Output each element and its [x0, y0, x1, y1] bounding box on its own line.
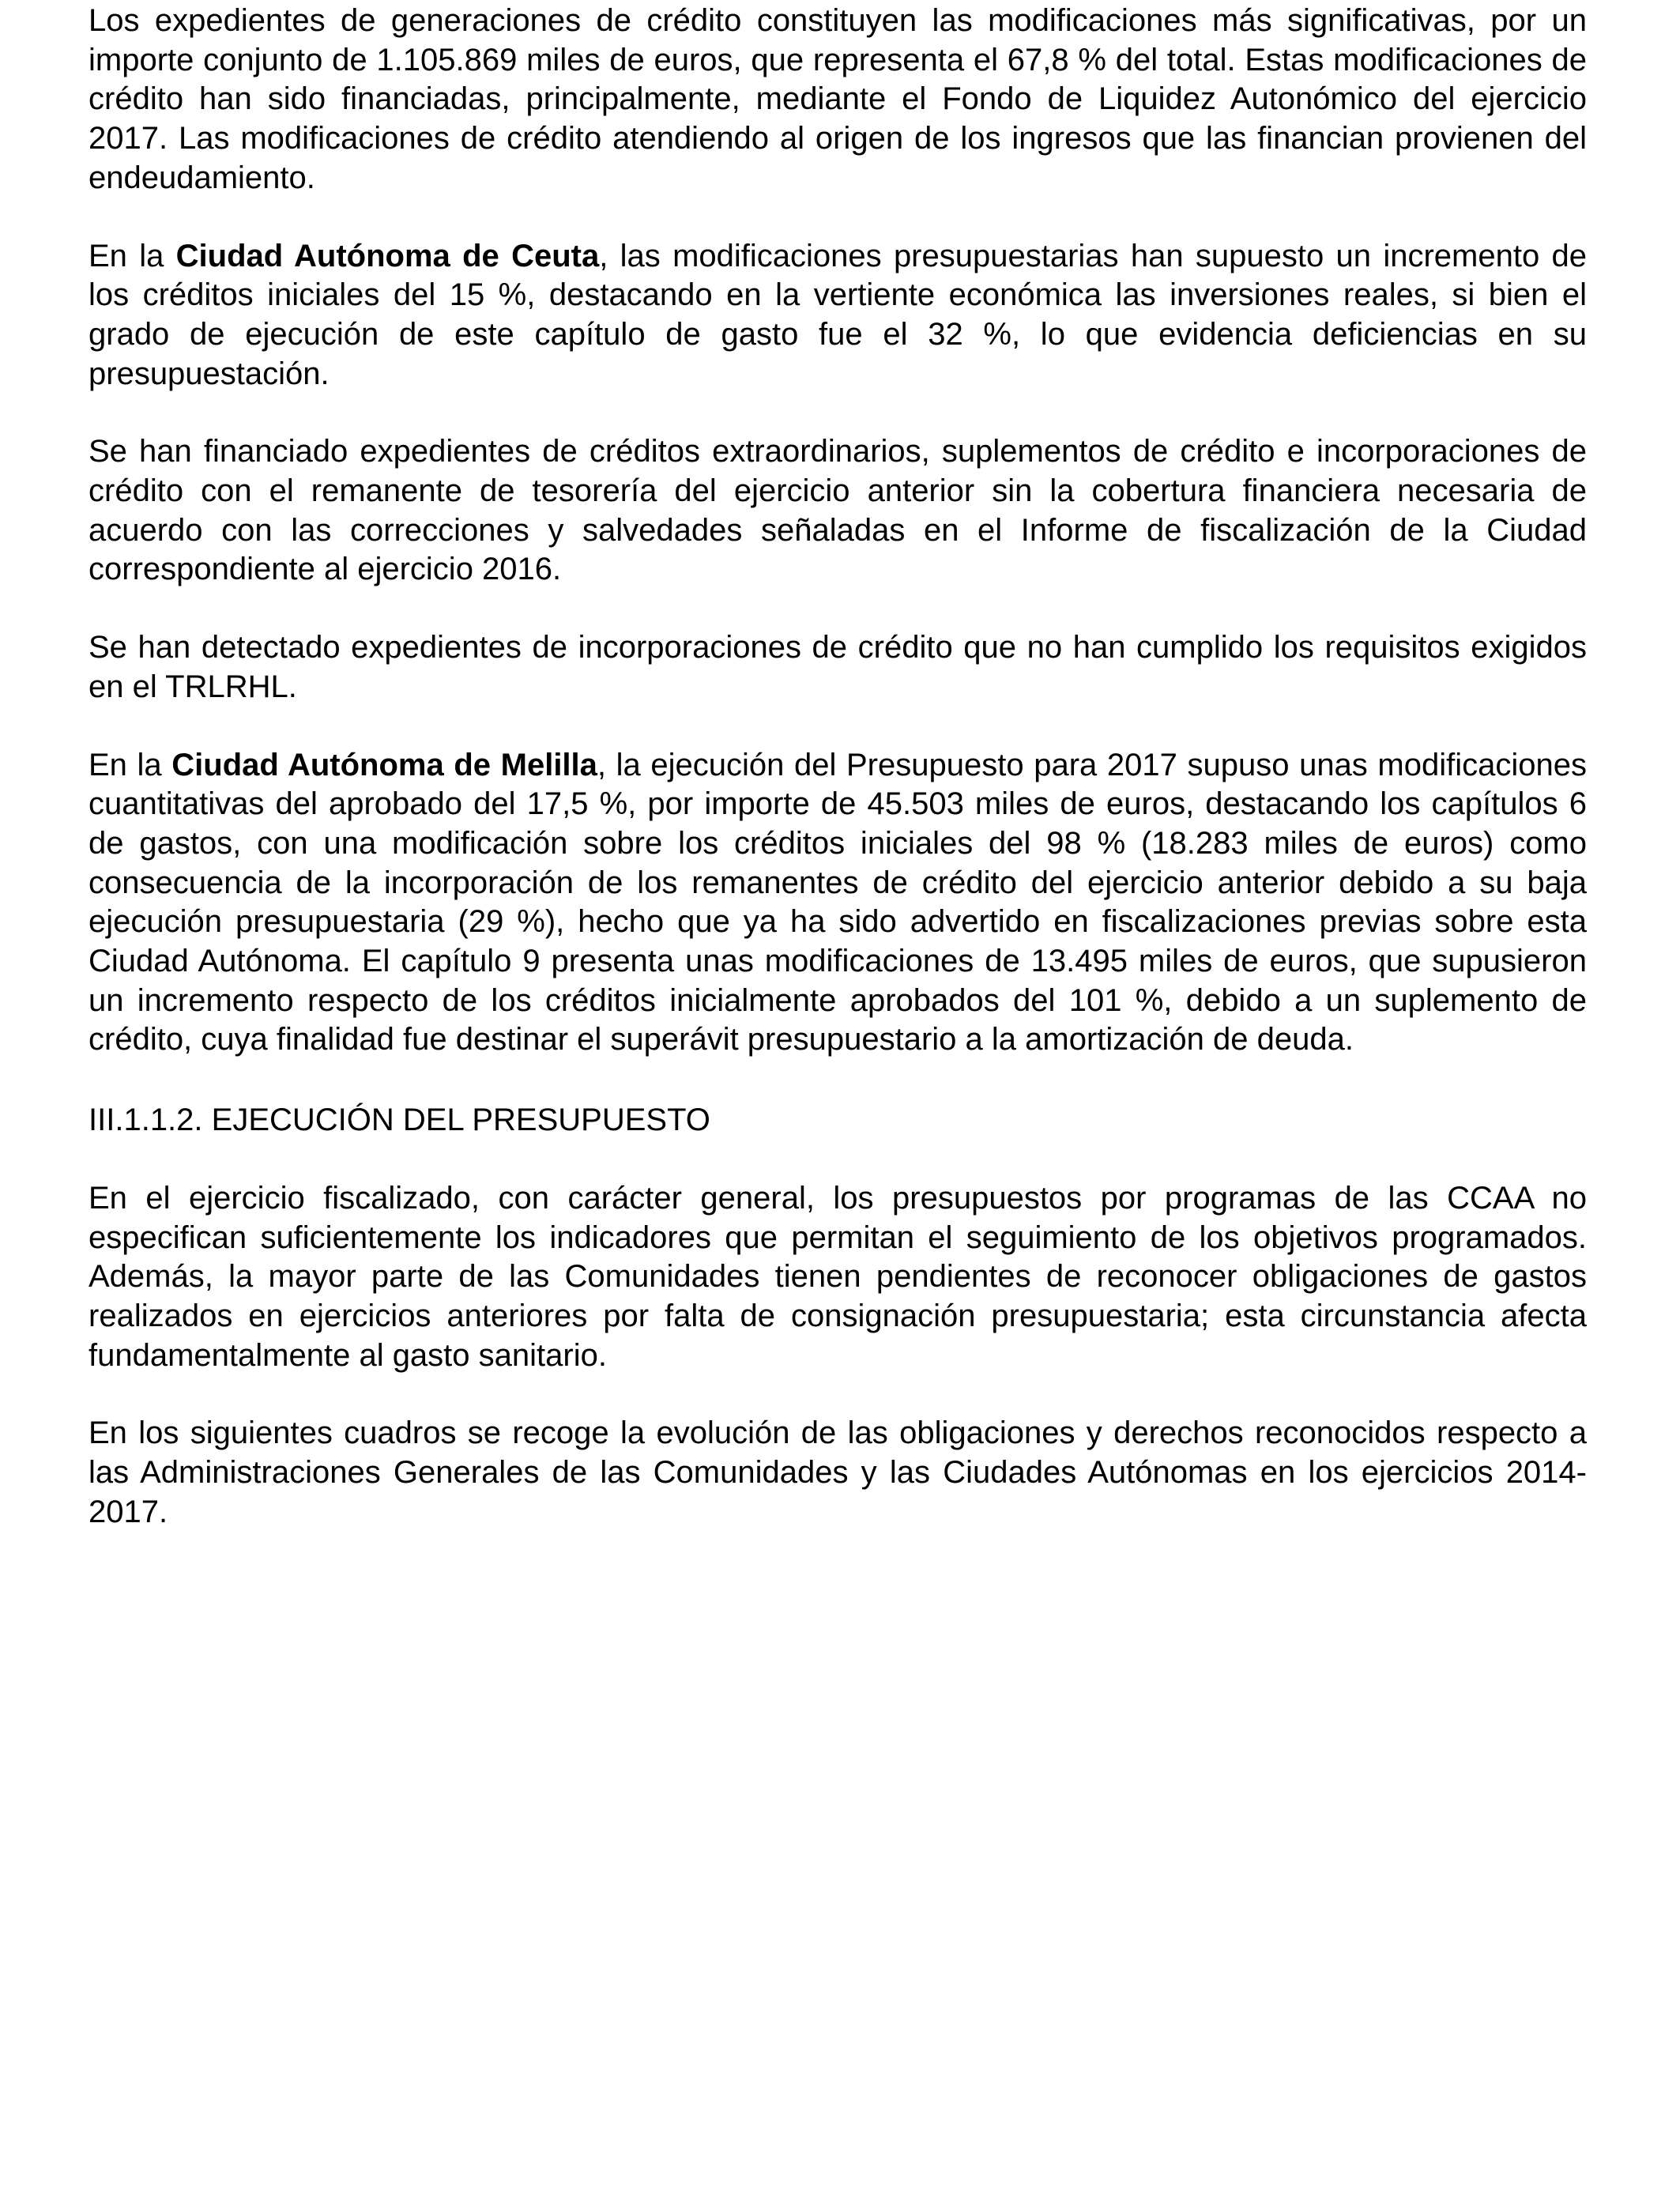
paragraph-cuadros-evolucion: En los siguientes cuadros se recoge la evolución de las obligaciones y derechos reconocidos respecto a las Administraciones Generales de las Comunidades y las Ciudades Autónomas en los ejercicios 2014-2017. [89, 1416, 1587, 1529]
paragraph-melilla [89, 746, 1587, 1061]
section-heading: III.1.1.2. EJECUCIÓN DEL PRESUPUESTO [89, 1103, 710, 1138]
ceuta-rest-text: , las modificaciones presupuestarias han supuesto un incremento de los créditos iniciales del 15 %, destacando en la vertiente económica las inversiones reales, si bien el grado de ejecución de este capítulo de gasto fue el 32 %, lo que evidencia deficiencias en su presupuestación. [89, 238, 1587, 391]
document-page [89, 0, 1587, 1571]
ceuta-bold-name: Ciudad Autónoma de Ceuta [175, 238, 600, 273]
paragraph-ejecucion-presupuesto: En el ejercicio fiscalizado, con carácter general, los presupuestos por programas de las CCAA no especifican suficientemente los indicadores que permitan el seguimiento de los objetivos programados. Además, la mayor parte de las Comunidades tienen pendientes de reconocer obligaciones de gastos realizados en ejercicios anteriores por falta de consignación presupuestaria; esta circunstancia afecta fundamentalmente al gasto sanitario. [89, 1180, 1587, 1373]
paragraph-ceuta-incorporaciones: Se han detectado expedientes de incorporaciones de crédito que no han cumplido los requisitos exigidos en el TRLRHL. [89, 630, 1587, 704]
paragraph-ceuta [89, 237, 1587, 394]
melilla-bold-name: Ciudad Autónoma de Melilla [171, 747, 597, 782]
paragraph-ceuta-financiacion: Se han financiado expedientes de créditos extraordinarios, suplementos de crédito e incorporaciones de crédito con el remanente de tesorería del ejercicio anterior sin la cobertura financiera necesaria de acuerdo con las correcciones y salvedades señaladas en el Informe de fiscalización de la Ciudad correspondiente al ejercicio 2016. [89, 434, 1587, 587]
paragraph-generaciones-credito: Los expedientes de generaciones de crédito constituyen las modificaciones más significativas, por un importe conjunto de 1.105.869 miles de euros, que representa el 67,8 % del total. Estas modificaciones de crédito han sido financiadas, principalmente, mediante el Fondo de Liquidez Autonómico del ejercicio 2017. Las modificaciones de crédito atendiendo al origen de los ingresos que las financian provienen del endeudamiento. [89, 3, 1587, 195]
melilla-lead-text: En la [89, 747, 172, 782]
melilla-rest-text: , la ejecución del Presupuesto para 2017 supuso unas modificaciones cuantitativas del aprobado del 17,5 %, por importe de 45.503 miles de euros, destacando los capítulos 6 de gastos, con una modificación sobre los créditos iniciales del 98 % (18.283 miles de euros) como consecuencia de la incorporación de los remanentes de crédito del ejercicio anterior debido a su baja ejecución presupuestaria (29 %), hecho que ya ha sido advertido en fiscalizaciones previas sobre esta Ciudad Autónoma. El capítulo 9 presenta unas modificaciones de 13.495 miles de euros, que supusieron un incremento respecto de los créditos inicialmente aprobados del 101 %, debido a un suplemento de crédito, cuya finalidad fue destinar el superávit presupuestario a la amortización de deuda. [89, 747, 1587, 1057]
ceuta-lead-text: En la [89, 238, 176, 273]
